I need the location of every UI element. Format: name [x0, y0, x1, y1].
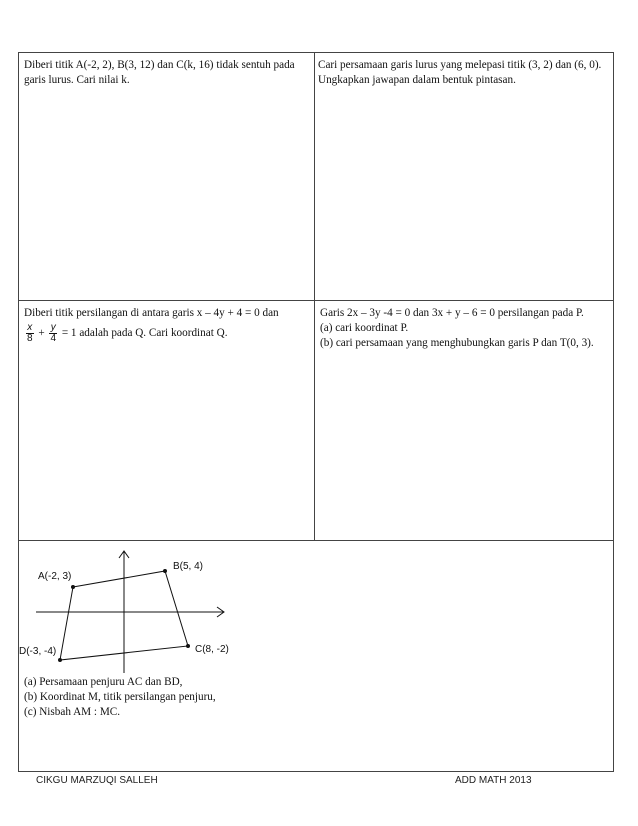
point-c	[186, 644, 190, 648]
question-5-parts	[24, 675, 324, 720]
question-5-part-a: (a) Persamaan penjuru AC dan BD,	[24, 676, 183, 688]
label-point-b: B(5, 4)	[173, 561, 204, 572]
footer-subject: ADD MATH 2013	[455, 775, 532, 786]
label-point-d: D(-3, -4)	[19, 646, 57, 657]
column-divider-top	[314, 52, 315, 300]
point-d	[58, 658, 62, 662]
point-a	[71, 585, 75, 589]
question-5-part-b: (b) Koordinat M, titik persilangan penjuru,	[24, 691, 216, 703]
question-2	[318, 58, 608, 88]
question-1	[24, 58, 306, 88]
label-point-c: C(8, -2)	[195, 644, 229, 655]
footer-author: CIKGU MARZUQI SALLEH	[36, 775, 158, 786]
point-b	[163, 569, 167, 573]
question-5-part-c: (c) Nisbah AM : MC.	[24, 706, 121, 718]
label-point-a: A(-2, 3)	[38, 571, 72, 582]
fraction-x-over-8: $\frac{x}{8}$	[27, 322, 33, 344]
row-divider-1	[18, 300, 614, 301]
question-2-text: Cari persamaan garis lurus yang melepasi titik (3, 2) dan (6, 0). Ungkapkan jawapan dalam bentuk pintasan.	[318, 59, 602, 86]
fraction-y-over-4: $\frac{y}{4}$	[50, 322, 57, 344]
question-4-line1: Garis 2x – 3y -4 = 0 dan 3x + y – 6 = 0 persilangan pada P.	[320, 307, 584, 319]
question-3	[24, 306, 312, 344]
question-3-line2: $\frac{x}{8}$ + $\frac{y}{4}$ = 1 adalah pada Q. Cari koordinat Q.	[27, 322, 228, 344]
row-divider-2	[18, 540, 614, 541]
question-4	[320, 306, 608, 351]
column-divider-middle	[314, 300, 315, 540]
question-3-line1: Diberi titik persilangan di antara garis x – 4y + 4 = 0 dan	[24, 307, 279, 319]
question-1-text: Diberi titik A(-2, 2), B(3, 12) dan C(k, 16) tidak sentuh pada garis lurus. Cari nilai k.	[24, 59, 295, 86]
question-4-part-a: (a) cari koordinat P.	[320, 322, 409, 334]
question-4-part-b: (b) cari persamaan yang menghubungkan garis P dan T(0, 3).	[320, 337, 594, 349]
quadrilateral-diagram	[18, 545, 238, 675]
